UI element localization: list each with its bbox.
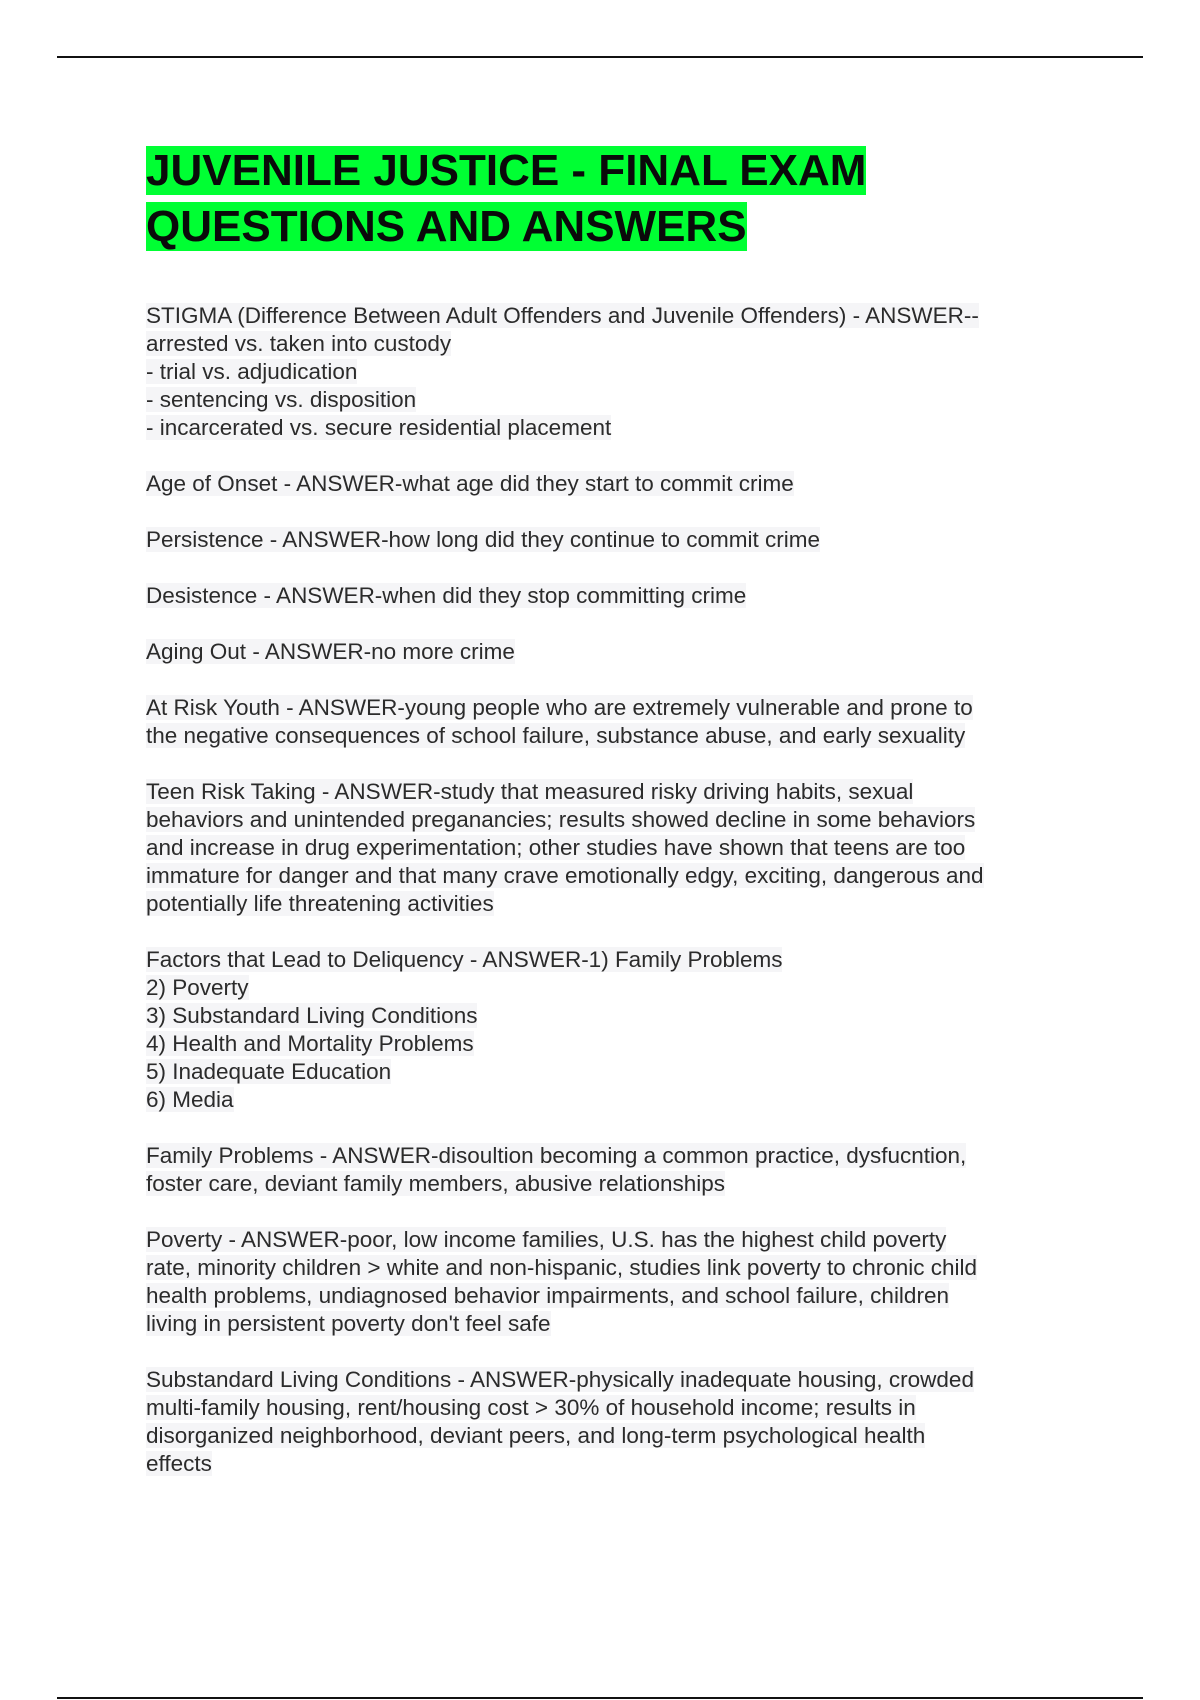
qa-entry-text-line (146, 414, 1066, 442)
qa-entry-text-line (146, 1170, 1066, 1198)
qa-entry (146, 1366, 1066, 1478)
qa-entry-heading-line (146, 470, 1066, 498)
qa-line-text: 3) Substandard Living Conditions (146, 1003, 478, 1028)
qa-entry-text-line (146, 1058, 1066, 1086)
bottom-rule (57, 1697, 1143, 1699)
qa-entry-text-line (146, 1254, 1066, 1282)
qa-entry (146, 1226, 1066, 1338)
qa-entry-heading-line (146, 638, 1066, 666)
qa-entry-heading-line (146, 946, 1066, 974)
qa-line-text: and increase in drug experimentation; other studies have shown that teens are too (146, 835, 966, 860)
qa-list (146, 302, 1066, 1506)
qa-entry (146, 638, 1066, 666)
qa-entry-text-line (146, 1002, 1066, 1030)
qa-entry-text-line (146, 834, 1066, 862)
qa-line-text: Desistence - ANSWER-when did they stop committing crime (146, 583, 747, 608)
qa-line-text: multi-family housing, rent/housing cost > 30% of household income; results in (146, 1395, 916, 1420)
qa-line-text: the negative consequences of school failure, substance abuse, and early sexuality (146, 723, 966, 748)
qa-line-text: - trial vs. adjudication (146, 359, 358, 384)
qa-entry-text-line (146, 862, 1066, 890)
title-line: QUESTIONS AND ANSWERS (146, 202, 747, 251)
qa-entry (146, 302, 1066, 442)
qa-entry-text-line (146, 974, 1066, 1002)
qa-line-text: At Risk Youth - ANSWER-young people who are extremely vulnerable and prone to (146, 695, 973, 720)
qa-line-text: health problems, undiagnosed behavior impairments, and school failure, children (146, 1283, 949, 1308)
qa-line-text: immature for danger and that many crave emotionally edgy, exciting, dangerous and (146, 863, 984, 888)
qa-entry-text-line (146, 1422, 1066, 1450)
qa-entry-text-line (146, 1086, 1066, 1114)
qa-line-text: potentially life threatening activities (146, 891, 494, 916)
qa-entry-text-line (146, 358, 1066, 386)
qa-line-text: disorganized neighborhood, deviant peers, and long-term psychological health (146, 1423, 926, 1448)
qa-entry-text-line (146, 330, 1066, 358)
qa-entry (146, 946, 1066, 1114)
qa-line-text: 2) Poverty (146, 975, 249, 1000)
qa-line-text: foster care, deviant family members, abusive relationships (146, 1171, 726, 1196)
qa-line-text: 4) Health and Mortality Problems (146, 1031, 474, 1056)
qa-entry (146, 1142, 1066, 1198)
qa-entry-text-line (146, 1310, 1066, 1338)
qa-entry-text-line (146, 806, 1066, 834)
qa-line-text: 6) Media (146, 1087, 234, 1112)
qa-entry-heading-line (146, 1366, 1066, 1394)
qa-entry-heading-line (146, 1142, 1066, 1170)
qa-line-text: 5) Inadequate Education (146, 1059, 392, 1084)
title-line: JUVENILE JUSTICE - FINAL EXAM (146, 146, 867, 195)
qa-line-text: rate, minority children > white and non-hispanic, studies link poverty to chronic child (146, 1255, 978, 1280)
qa-entry-heading-line (146, 694, 1066, 722)
qa-entry-text-line (146, 1030, 1066, 1058)
qa-entry-text-line (146, 386, 1066, 414)
qa-entry (146, 526, 1066, 554)
qa-line-text: behaviors and unintended preganancies; results showed decline in some behaviors (146, 807, 976, 832)
qa-line-text: - sentencing vs. disposition (146, 387, 417, 412)
page-title (146, 143, 1106, 255)
qa-line-text: living in persistent poverty don't feel safe (146, 1311, 551, 1336)
qa-entry (146, 778, 1066, 918)
qa-entry-text-line (146, 722, 1066, 750)
qa-entry-text-line (146, 1450, 1066, 1478)
top-rule (57, 56, 1143, 58)
qa-entry-heading-line (146, 582, 1066, 610)
qa-entry-text-line (146, 1282, 1066, 1310)
qa-entry-heading-line (146, 302, 1066, 330)
qa-line-text: Aging Out - ANSWER-no more crime (146, 639, 515, 664)
qa-line-text: Family Problems - ANSWER-disoultion becoming a common practice, dysfucntion, (146, 1143, 967, 1168)
qa-line-text: Age of Onset - ANSWER-what age did they start to commit crime (146, 471, 794, 496)
qa-line-text: effects (146, 1451, 212, 1476)
qa-line-text: Substandard Living Conditions - ANSWER-physically inadequate housing, crowded (146, 1367, 974, 1392)
qa-line-text: STIGMA (Difference Between Adult Offenders and Juvenile Offenders) - ANSWER-- (146, 303, 979, 328)
qa-entry-heading-line (146, 1226, 1066, 1254)
qa-entry-heading-line (146, 526, 1066, 554)
qa-line-text: - incarcerated vs. secure residential placement (146, 415, 612, 440)
qa-entry (146, 694, 1066, 750)
qa-line-text: Persistence - ANSWER-how long did they continue to commit crime (146, 527, 821, 552)
qa-entry (146, 582, 1066, 610)
qa-entry (146, 470, 1066, 498)
qa-line-text: Factors that Lead to Deliquency - ANSWER-1) Family Problems (146, 947, 783, 972)
qa-entry-heading-line (146, 778, 1066, 806)
qa-line-text: Poverty - ANSWER-poor, low income families, U.S. has the highest child poverty (146, 1227, 947, 1252)
qa-line-text: arrested vs. taken into custody (146, 331, 452, 356)
qa-entry-text-line (146, 1394, 1066, 1422)
qa-line-text: Teen Risk Taking - ANSWER-study that measured risky driving habits, sexual (146, 779, 914, 804)
qa-entry-text-line (146, 890, 1066, 918)
